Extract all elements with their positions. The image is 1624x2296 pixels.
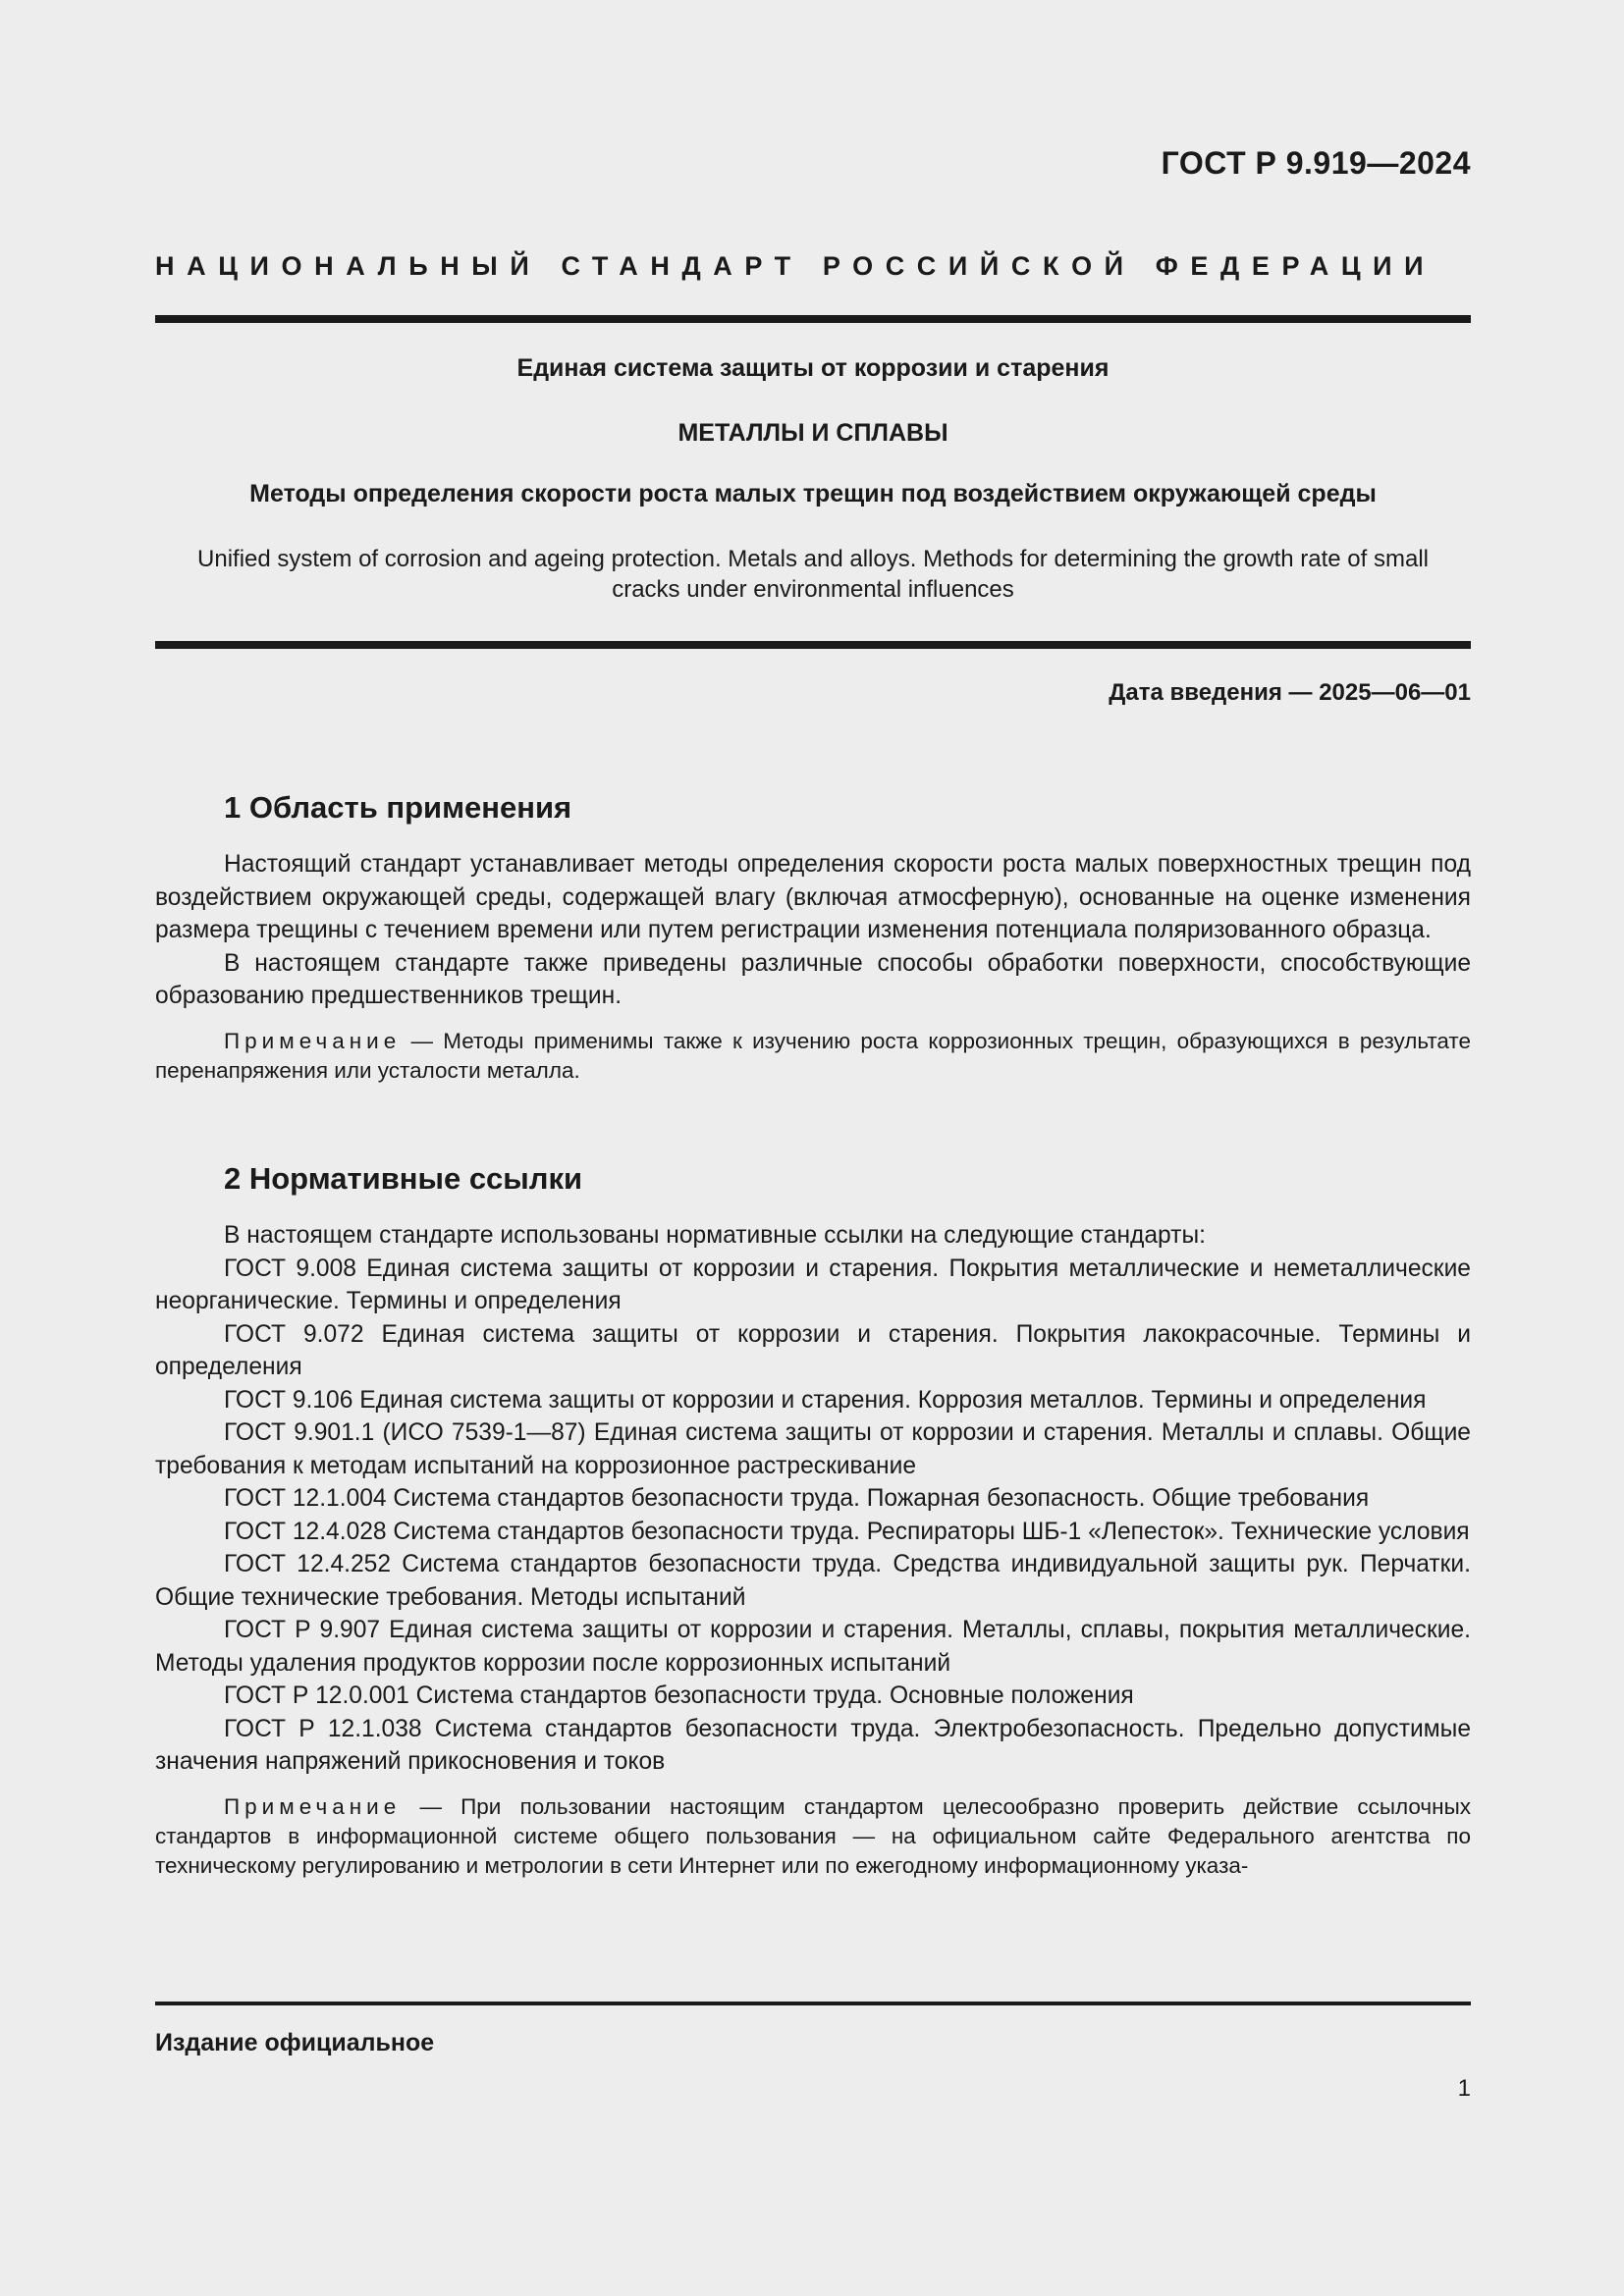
note-label: Примечание — [224, 1793, 402, 1819]
english-title: Unified system of corrosion and ageing protection. Metals and alloys. Methods for determining the growth rate of small cracks under environmental influences — [197, 546, 1429, 603]
references-lead: В настоящем стандарте использованы нормативные ссылки на следующие стандарты: — [224, 1222, 1206, 1249]
section-2-heading: 2 Нормативные ссылки — [224, 1161, 583, 1196]
footer-divider — [155, 2002, 1471, 2005]
reference-item: ГОСТ 9.072 Единая система защиты от коррозии и старения. Покрытия лакокрасочные. Термины и определения — [155, 1320, 1471, 1380]
national-standard-banner: НАЦИОНАЛЬНЫЙ СТАНДАРТ РОССИЙСКОЙ ФЕДЕРАЦИИ — [155, 251, 1436, 281]
subtitle: Методы определения скорости роста малых трещин под воздействием окружающей среды — [249, 480, 1377, 507]
section-1-paragraph: Настоящий стандарт устанавливает методы определения скорости роста малых поверхностных трещин под воздействием окружающей среды, содержащей влагу (включая атмосферную), основанные на оценке изменения размера трещины с течением времени или путем регистрации изменения потенциала поляризованного образца. — [155, 851, 1471, 943]
section-1-note — [155, 1027, 1471, 1086]
system-title: Единая система защиты от коррозии и старения — [516, 354, 1110, 382]
note-text: — При пользовании настоящим стандартом целесообразно проверить действие ссылочных стандартов в информационной системе общего пользования — на официальном сайте Федерального агентства по техническому регулированию и метрологии в сети Интернет или по ежегодному информационному указа- — [155, 1793, 1471, 1878]
reference-item: ГОСТ Р 12.0.001 Система стандартов безопасности труда. Основные положения — [224, 1682, 1134, 1709]
section-1-heading: 1 Область применения — [224, 790, 572, 825]
reference-item: ГОСТ 9.901.1 (ИСО 7539-1—87) Единая система защиты от коррозии и старения. Металлы и сплавы. Общие требования к методам испытаний на коррозионное растрескивание — [155, 1419, 1471, 1479]
reference-item: ГОСТ 9.008 Единая система защиты от коррозии и старения. Покрытия металлические и неметаллические неорганические. Термины и определения — [155, 1255, 1471, 1314]
reference-item: ГОСТ Р 9.907 Единая система защиты от коррозии и старения. Металлы, сплавы, покрытия металлические. Методы удаления продуктов коррозии после коррозионных испытаний — [155, 1617, 1471, 1677]
reference-item: ГОСТ 12.1.004 Система стандартов безопасности труда. Пожарная безопасность. Общие требования — [224, 1485, 1370, 1512]
section-2-body — [155, 1219, 1471, 1881]
reference-item: ГОСТ Р 12.1.038 Система стандартов безопасности труда. Электробезопасность. Предельно допустимые значения напряжений прикосновения и токов — [155, 1715, 1471, 1775]
main-title: МЕТАЛЛЫ И СПЛАВЫ — [677, 419, 948, 447]
reference-item: ГОСТ 9.106 Единая система защиты от коррозии и старения. Коррозия металлов. Термины и определения — [224, 1386, 1427, 1414]
reference-item: ГОСТ 12.4.028 Система стандартов безопасности труда. Респираторы ШБ-1 «Лепесток». Технические условия — [224, 1518, 1470, 1545]
page-number: 1 — [1457, 2075, 1471, 2102]
note-label: Примечание — [224, 1028, 402, 1053]
section-2-note — [155, 1792, 1471, 1881]
note-text: — Методы применимы также к изучению роста коррозионных трещин, образующихся в результате перенапряжения или усталости металла. — [155, 1028, 1471, 1083]
official-edition-label: Издание официальное — [155, 2029, 435, 2056]
top-divider — [155, 315, 1471, 323]
section-1-body — [155, 848, 1471, 1086]
title-divider — [155, 641, 1471, 649]
document-code: ГОСТ Р 9.919—2024 — [1161, 145, 1471, 181]
reference-item: ГОСТ 12.4.252 Система стандартов безопасности труда. Средства индивидуальной защиты рук. Перчатки. Общие технические требования. Методы испытаний — [155, 1551, 1471, 1611]
section-1-paragraph: В настоящем стандарте также приведены различные способы обработки поверхности, способствующие образованию предшественников трещин. — [155, 949, 1471, 1009]
document-page — [155, 0, 1471, 2296]
introduction-date: Дата введения — 2025—06—01 — [1109, 679, 1471, 706]
